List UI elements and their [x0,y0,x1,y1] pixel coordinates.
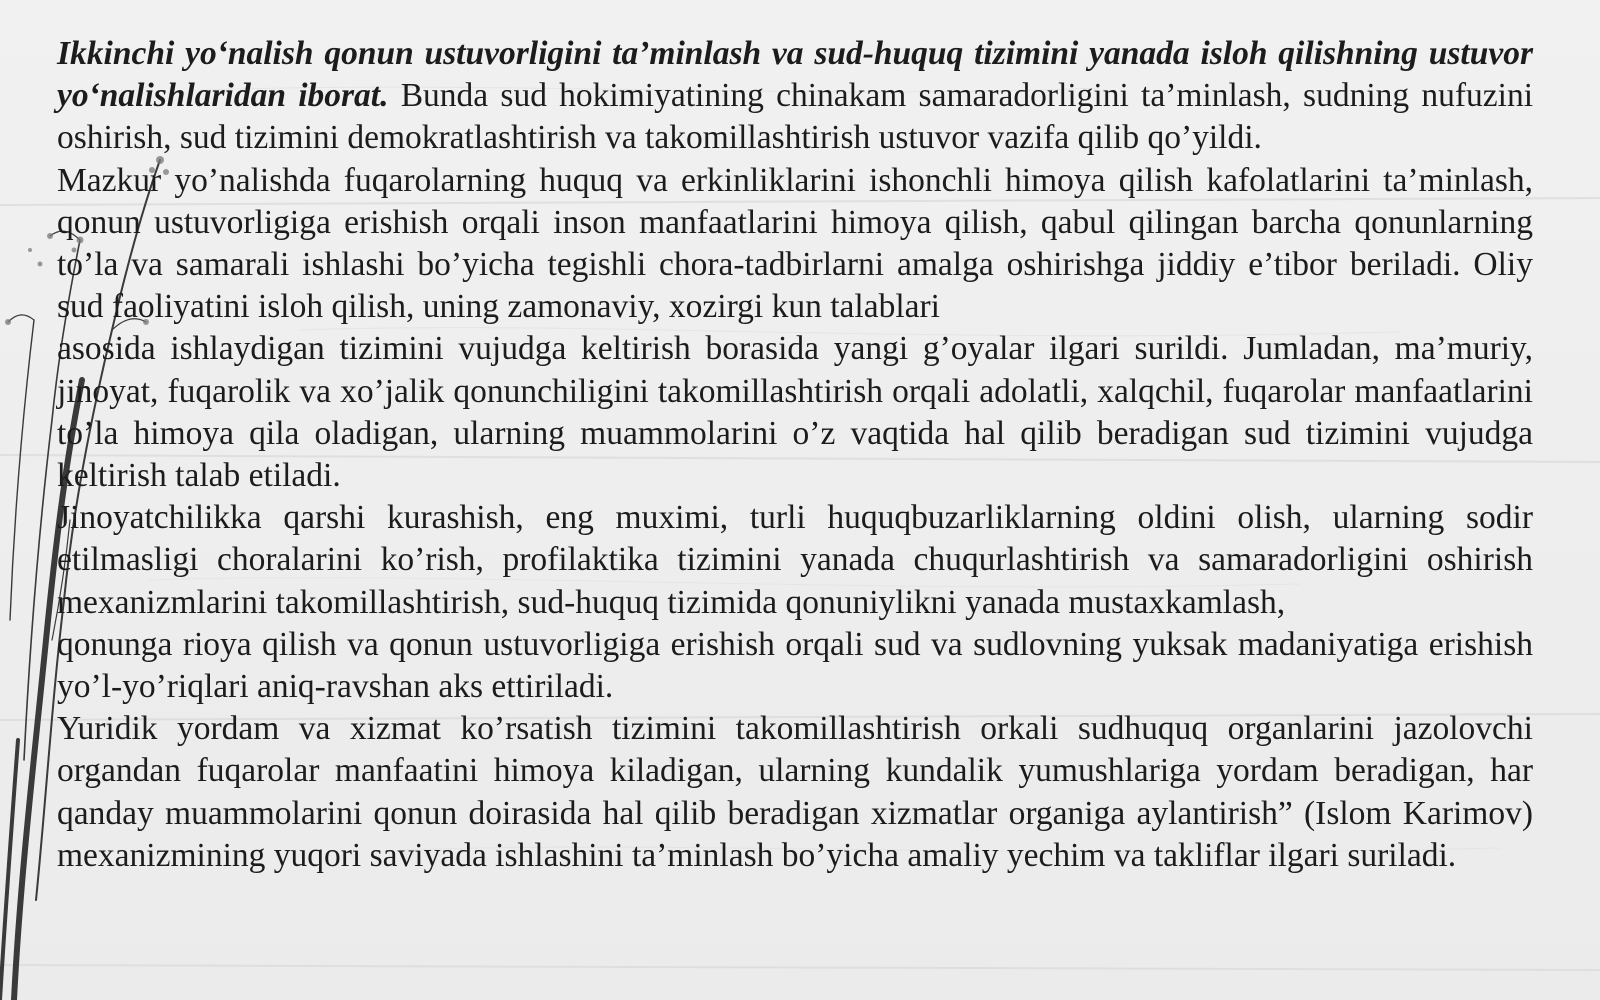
paragraph-1-text: Bunda sud hokimiyatining chinakam samaradorligini ta’minlash, sudning nufuzini oshirish, sud tizimini demokratlashtirish va takomillashtirish ustuvor vazifa qilib qo’yildi. [57,77,1533,157]
paragraph-1-lead: Ikkinchi yo‘nalish qonun ustuvorligini ta’minlash va sud-huquq tizimini yanada isloh qilishning ustuvor yo‘nalishlaridan iborat. [57,35,1533,115]
paragraph-3: asosida ishlaydigan tizimini vujudga keltirish borasida yangi g’oyalar ilgari surildi. Jumladan, ma’muriy, jinoyat, fuqarolik va xo’jalik qonunchiligini takomillashtirish orqali adolatli, xalqchil, fuqarolar manfaatlarini to’la himoya qila oladigan, ularning muammolarini o’z vaqtida hal qilib beradigan sud tizimini vujudga keltirish talab etiladi. [57,330,1533,495]
paragraph-6: Yuridik yordam va xizmat ko’rsatish tizimini takomillashtirish orkali sudhuquq organlarini jazolovchi organdan fuqarolar manfaatini himoya kiladigan, ularning kundalik yumushlariga yordam beradigan, har qanday muammolarini qonun doirasida hal qilib beradigan xizmatlar organiga aylantirish” (Islom Karimov) mexanizmining yuqori saviyada ishlashini ta’minlash bo’yicha amaliy yechim va takliflar ilgari suriladi. [57,710,1533,874]
paragraph-5: qonunga rioya qilish va qonun ustuvorligiga erishish orqali sud va sudlovning yuksak madaniyatiga erishish yo’l-yo’riqlari aniq-ravshan aks ettiriladi. [57,625,1533,706]
paragraph-2: Mazkur yo’nalishda fuqarolarning huquq va erkinliklarini ishonchli himoya qilish kafolatlarini ta’minlash, qonun ustuvorligiga erishish orqali inson manfaatlarini himoya qilish, qabul qilingan barcha qonunlarning to’la va samarali ishlashi bo’yicha tegishli chora-tadbirlarni amalga oshirishga jiddiy e’tibor beriladi. Oliy sud faoliyatini isloh qilish, uning zamonaviy, xozirgi kun talablari [57,161,1533,326]
paragraph-1 [57,33,1533,160]
paragraph-4: Jinoyatchilikka qarshi kurashish, eng muximi, turli huquqbuzarliklarning oldini olish, ularning sodir etilmasligi choralarini ko’rish, profilaktika tizimini yanada chuqurlashtirish va samaradorligini oshirish mexanizmlarini takomillashtirish, sud-huquq tizimida qonuniylikni yanada mustaxkamlash, [57,499,1533,621]
slide-text-body [57,33,1533,877]
